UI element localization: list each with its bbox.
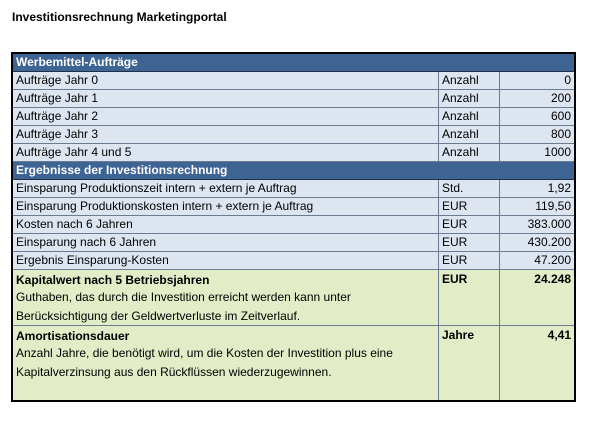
- row-unit: Std.: [439, 180, 500, 197]
- table-row: [13, 126, 574, 144]
- kapitalwert-heading: Kapitalwert nach 5 Betriebsjahren: [16, 273, 210, 287]
- amortisation-heading: Amortisationsdauer: [16, 329, 130, 343]
- row-unit: EUR: [439, 252, 500, 269]
- row-unit: Anzahl: [439, 72, 500, 89]
- row-label: Aufträge Jahr 0: [13, 72, 439, 89]
- row-label: Aufträge Jahr 4 und 5: [13, 144, 439, 161]
- row-value: 430.200: [527, 235, 571, 249]
- amortisation-value: 4,41: [547, 328, 571, 342]
- row-label: Aufträge Jahr 1: [13, 90, 439, 107]
- kapitalwert-unit: EUR: [439, 270, 500, 325]
- row-unit: EUR: [439, 234, 500, 251]
- row-value: 1000: [544, 145, 571, 159]
- table-row: [13, 90, 574, 108]
- row-value: 200: [550, 91, 571, 105]
- row-label: Kosten nach 6 Jahren: [13, 216, 439, 233]
- row-label: Einsparung nach 6 Jahren: [13, 234, 439, 251]
- row-label: Aufträge Jahr 3: [13, 126, 439, 143]
- row-value: 47.200: [534, 253, 571, 267]
- amortisation-block: [13, 326, 574, 400]
- row-unit: Anzahl: [439, 144, 500, 161]
- row-unit: EUR: [439, 216, 500, 233]
- page-title: Investitionsrechnung Marketingportal: [12, 10, 227, 24]
- amortisation-unit: Jahre: [439, 326, 500, 400]
- row-label: Ergebnis Einsparung-Kosten: [13, 252, 439, 269]
- table-row: [13, 180, 574, 198]
- row-value: 119,50: [535, 199, 571, 213]
- kapitalwert-value: 24.248: [534, 272, 571, 286]
- table-row: [13, 72, 574, 90]
- table-row: [13, 198, 574, 216]
- amortisation-description: Anzahl Jahre, die benötigt wird, um die Kosten der Investition plus eine Kapitalverzinsung aus den Rückflüssen wiederzugewinnen.: [16, 346, 393, 379]
- row-value: 1,92: [547, 181, 571, 195]
- amortisation-text: [13, 326, 439, 400]
- section-header-werbemittel: Werbemittel-Aufträge: [13, 54, 574, 72]
- row-value: 0: [564, 73, 571, 87]
- table-row: [13, 108, 574, 126]
- investment-table: [11, 52, 576, 402]
- row-label: Aufträge Jahr 2: [13, 108, 439, 125]
- row-value: 383.000: [527, 217, 571, 231]
- table-row: [13, 234, 574, 252]
- row-unit: EUR: [439, 198, 500, 215]
- kapitalwert-description: Guthaben, das durch die Investition erreicht werden kann unter Berücksichtigung der Geldwertverluste im Zeitverlauf.: [16, 290, 351, 323]
- row-unit: Anzahl: [439, 108, 500, 125]
- row-unit: Anzahl: [439, 126, 500, 143]
- kapitalwert-block: [13, 270, 574, 326]
- table-row: [13, 144, 574, 162]
- kapitalwert-text: [13, 270, 439, 325]
- section-header-ergebnisse: Ergebnisse der Investitionsrechnung: [13, 162, 574, 180]
- row-value: 800: [550, 127, 571, 141]
- table-row: [13, 252, 574, 270]
- row-unit: Anzahl: [439, 90, 500, 107]
- row-label: Einsparung Produktionszeit intern + extern je Auftrag: [13, 180, 439, 197]
- row-label: Einsparung Produktionskosten intern + extern je Auftrag: [13, 198, 439, 215]
- row-value: 600: [550, 109, 571, 123]
- table-row: [13, 216, 574, 234]
